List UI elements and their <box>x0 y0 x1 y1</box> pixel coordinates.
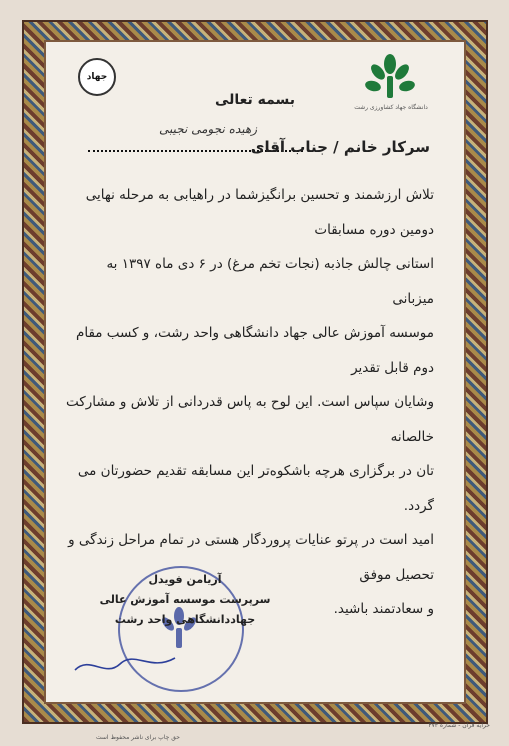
signer-org: جهاددانشگاهی واحد رشت <box>114 613 256 626</box>
signer-name: آریامن فویدل <box>148 573 222 586</box>
bismillah-heading: بسمه تعالی <box>214 92 296 108</box>
signer-title: سرپرست موسسه آموزش عالی <box>99 593 271 606</box>
body-line: استانی چالش جاذبه (نجات تخم مرغ) در ۶ دی ماه ۱۳۹۷ به میزبانی <box>106 256 434 307</box>
footer-right: حرایه قرآن - شماره ۴۷۴ <box>428 722 490 729</box>
certificate-body <box>64 178 434 627</box>
signature-block <box>95 570 275 630</box>
recipient-name: زهیده نجومی نجیبی <box>158 122 257 136</box>
body-line: و سعادتمند باشید. <box>333 601 434 617</box>
handwritten-signature <box>70 650 180 680</box>
leaf-logo-icon <box>360 50 420 104</box>
jahad-logo-text: جهاد <box>86 72 108 82</box>
salutation: سرکار خانم / جناب آقای <box>250 138 430 156</box>
body-line: موسسه آموزش عالی جهاد دانشگاهی واحد رشت، و کسب مقام دوم قابل تقدیر <box>75 325 434 376</box>
footer-left: حق چاپ برای ناشر محفوظ است <box>96 734 180 741</box>
body-line: وشایان سپاس است. این لوح به پاس قدردانی از تلاش و مشارکت خالصانه <box>66 394 434 445</box>
body-line: امید است در پرتو عنایات پروردگار هستی در تمام مراحل زندگی و تحصیل موفق <box>68 532 434 583</box>
logo-caption: دانشگاه جهاد کشاورزی رشت <box>354 104 428 111</box>
body-line: تلاش ارزشمند و تحسین برانگیزشما در راهیابی به مرحله نهایی دومین دوره مسابقات <box>85 187 434 238</box>
jahad-logo-icon <box>78 58 116 96</box>
body-line: تان در برگزاری هرچه باشکوه‌تر این مسابقه تقدیم حضورتان می گردد. <box>77 463 434 514</box>
